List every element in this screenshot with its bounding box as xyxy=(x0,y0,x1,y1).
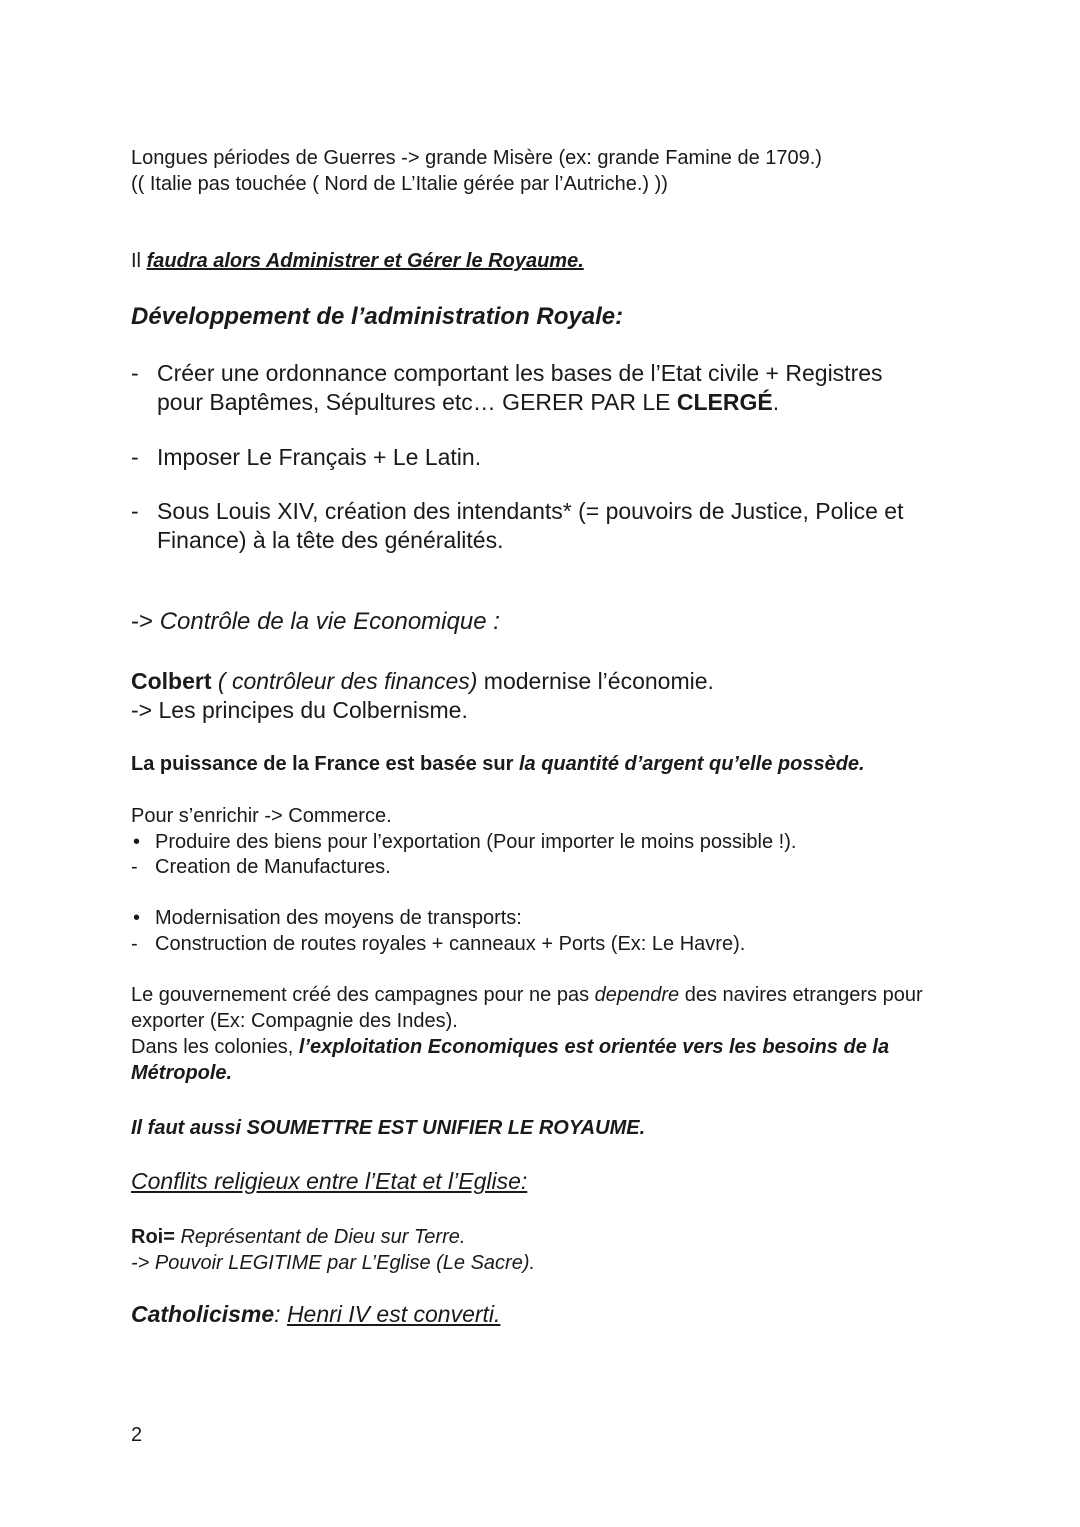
bullet-marker: • xyxy=(133,831,141,853)
intro-line-2: (( Italie pas touchée ( Nord de L’Italie gérée par l’Autriche.) )) xyxy=(131,173,668,195)
colbert-paragraph: Colbert ( contrôleur des finances) modernise l’économie. -> Les principes du Colbernisme. xyxy=(131,668,714,723)
list-item: - Créer une ordonnance comportant les bases de l’Etat civile + Registres pour Baptêmes, Sépultures etc… GERER PAR LE CLERGÉ. xyxy=(131,360,883,415)
heading-administration: Développement de l’administration Royale: xyxy=(131,303,624,330)
intro-paragraph xyxy=(131,145,961,197)
gouvernement-paragraph: Le gouvernement créé des campagnes pour ne pas dependre des navires etrangers pour exporter (Ex: Compagnie des Indes). Dans les colonies, l’exploitation Economiques est orientée vers les besoins de la Métropole. xyxy=(131,984,923,1084)
bullet-marker: • xyxy=(133,907,141,929)
page-number: 2 xyxy=(131,1424,143,1446)
soumettre-line: Il faut aussi SOUMETTRE EST UNIFIER LE ROYAUME. xyxy=(131,1117,646,1139)
administer-emphasis: faudra alors Administrer et Gérer le Royaume. xyxy=(146,250,584,272)
administer-line: Il faudra alors Administrer et Gérer le Royaume. xyxy=(131,250,584,272)
roi-paragraph: Roi= Représentant de Dieu sur Terre. -> Pouvoir LEGITIME par L’Eglise (Le Sacre). xyxy=(131,1226,536,1274)
list-item: - Construction de routes royales + canneaux + Ports (Ex: Le Havre). xyxy=(131,933,746,955)
dash-marker: - xyxy=(131,444,139,470)
enrichir-line: Pour s’enrichir -> Commerce. xyxy=(131,805,392,827)
dash-marker: - xyxy=(131,933,138,955)
list-item: • Modernisation des moyens de transports: xyxy=(133,907,522,929)
list-item: - Imposer Le Français + Le Latin. xyxy=(131,444,482,470)
colbert-name: Colbert xyxy=(131,668,212,694)
colonies-emphasis: l’exploitation Economiques est orientée vers les besoins de la Métropole. xyxy=(131,1036,890,1084)
dash-marker: - xyxy=(131,360,139,386)
dash-marker: - xyxy=(131,498,139,524)
puissance-line: La puissance de la France est basée sur la quantité d’argent qu’elle possède. xyxy=(131,753,865,775)
list-item: - Creation de Manufactures. xyxy=(131,856,391,878)
catholicisme-line: Catholicisme: Henri IV est converti. xyxy=(131,1301,501,1327)
dash-marker: - xyxy=(131,856,138,878)
clerge-emphasis: CLERGÉ xyxy=(676,389,773,415)
list-item: - Sous Louis XIV, création des intendants* (= pouvoirs de Justice, Police et Finance) à la tête des généralités. xyxy=(131,498,904,553)
heading-economie: -> Contrôle de la vie Economique : xyxy=(131,608,500,635)
list-item: • Produire des biens pour l’exportation (Pour importer le moins possible !). xyxy=(133,831,797,853)
intro-line-1: Longues périodes de Guerres -> grande Misère (ex: grande Famine de 1709.) xyxy=(131,147,822,169)
conflits-heading: Conflits religieux entre l’Etat et l’Eglise: xyxy=(131,1168,528,1194)
